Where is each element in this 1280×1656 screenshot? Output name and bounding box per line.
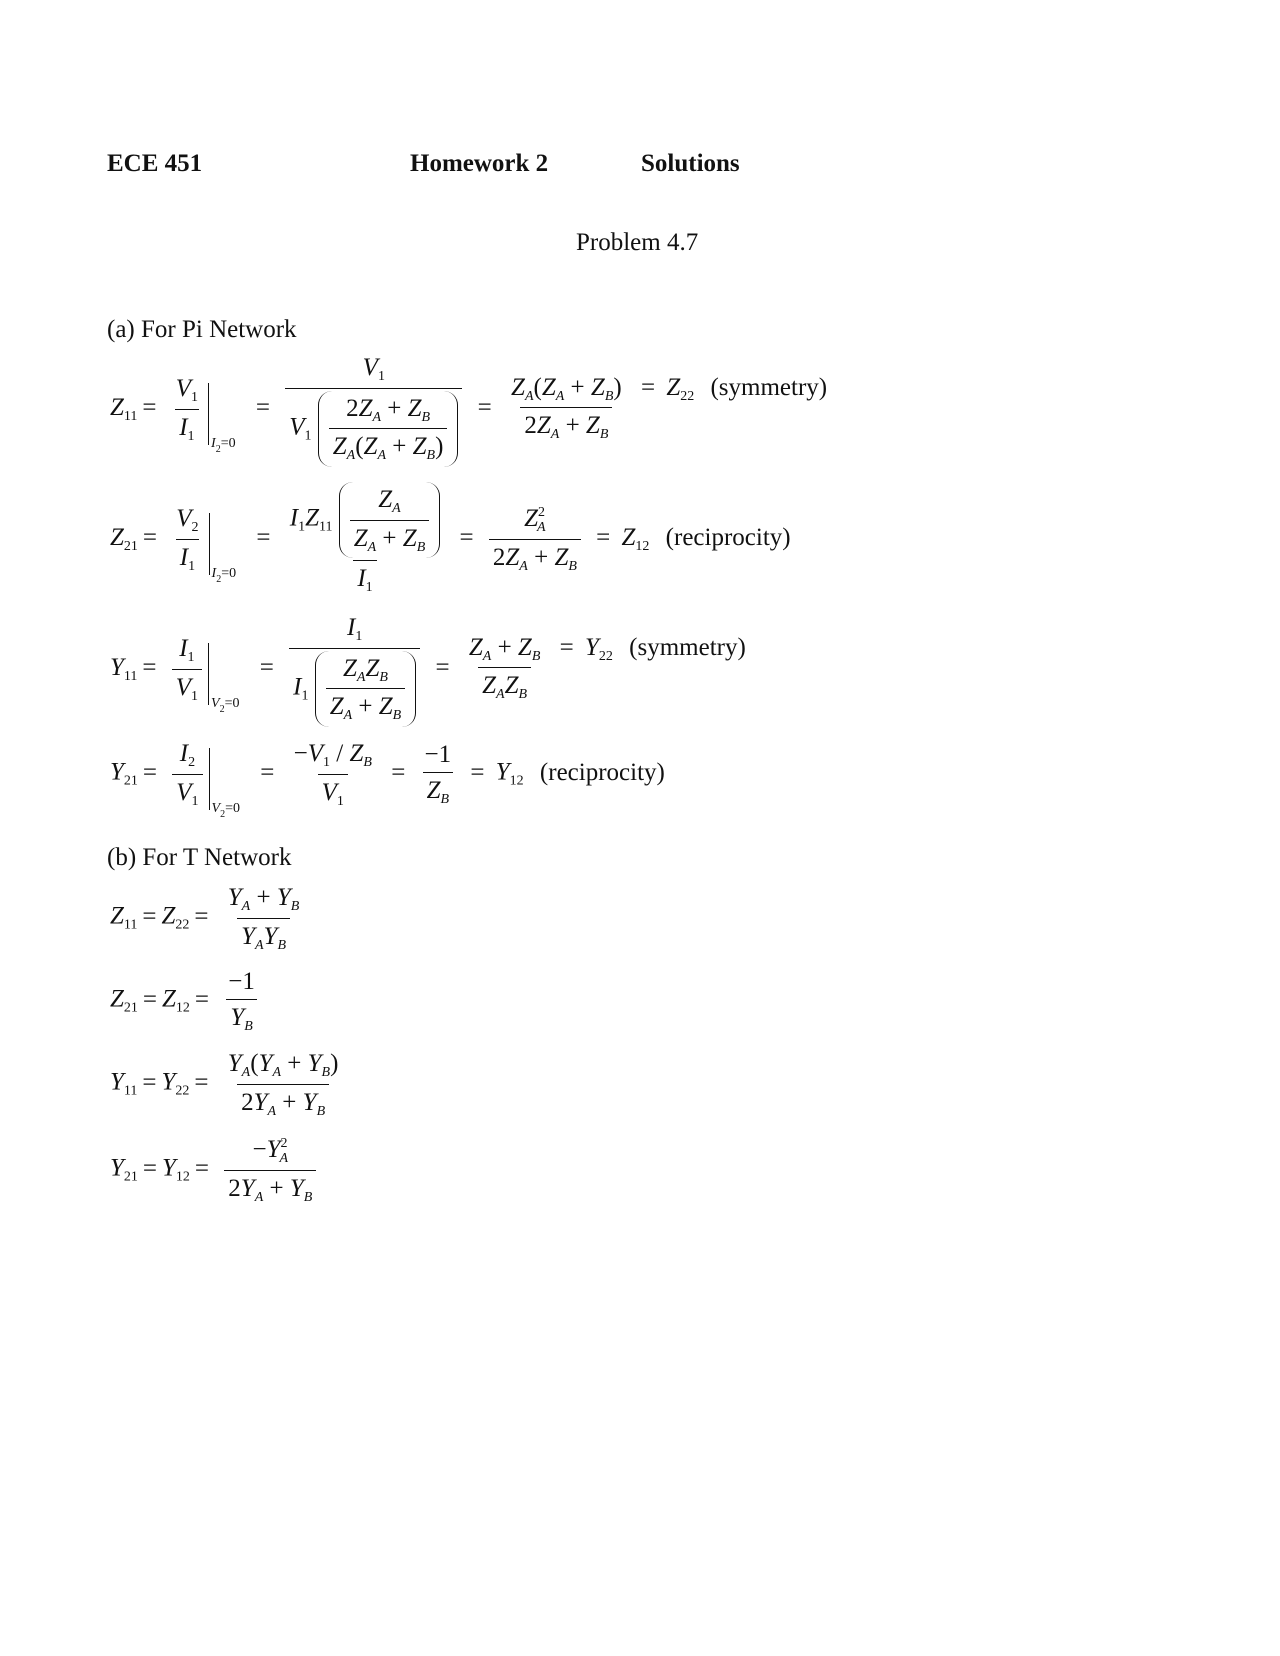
equation-y21-t: $Y_{21} = Y_{12}$ = $\frac{-Y^2_A}{2Y_A + Y_B}$ — [110, 1134, 320, 1206]
equation-y11-t: $Y_{11} = Y_{22}$ = $\frac{Y_A(Y_A + Y_B)}{2Y_A + Y_B}$ — [110, 1050, 339, 1119]
solutions-label: Solutions — [641, 150, 740, 177]
section-a-heading: (a) For Pi Network — [107, 316, 297, 343]
section-b-heading: (b) For T Network — [107, 844, 292, 871]
note-reciprocity-z: (reciprocity) — [665, 523, 791, 551]
assignment-title: Homework 2 — [410, 150, 549, 177]
note-reciprocity-y: (reciprocity) — [539, 758, 665, 786]
equation-z21-pi: $Z_{21}$ = $\frac{V_2}{I_1}$ $I_2=0$ = $I_1Z_{11}$ $\frac{Z_A}{Z_A + Z_B}$ $I_1$ = $\frac{Z^2_A}{2Z_A + Z_B}$ = $Z_{12}$ (reciprocity) — [110, 482, 791, 597]
problem-title: Problem 4.7 — [576, 229, 699, 256]
equation-z11-t: $Z_{11} = Z_{22}$ = $\frac{Y_A + Y_B}{Y_AY_B}$ — [110, 884, 300, 953]
equation-y11-pi: $Y_{11}$ = $\frac{I_1}{V_1}$ $V_2=0$ = $I_1$ $I_1$ $\frac{Z_AZ_B}{Z_A + Z_B}$ = $\frac{Z_A + Z_B}{Z_AZ_B}$ = $Y_{22}$ (symmetry) — [110, 612, 746, 727]
course-code: ECE 451 — [107, 150, 203, 177]
equation-z11-pi: $Z_{11}$ = $\frac{V_1}{I_1}$ $I_2=0$ = $V_1$ $V_1$ $\frac{2Z_A + Z_B}{Z_A(Z_A + Z_B)}$ = $\frac{Z_A(Z_A + Z_B)}{2Z_A + Z_B}$ = $Z_{22}$ (symmetry) — [110, 352, 827, 467]
note-symmetry-z: (symmetry) — [710, 373, 828, 401]
note-symmetry-y: (symmetry) — [629, 633, 746, 661]
equation-y21-pi: $Y_{21}$ = $\frac{I_2}{V_1}$ $V_2=0$ = $\frac{-V_1 / Z_B}{V_1}$ = $\frac{-1}{Z_B}$ = $Y_{12}$ (reciprocity) — [110, 740, 665, 820]
equation-z21-t: $Z_{21} = Z_{12}$ = $\frac{-1}{Y_B}$ — [110, 968, 255, 1035]
